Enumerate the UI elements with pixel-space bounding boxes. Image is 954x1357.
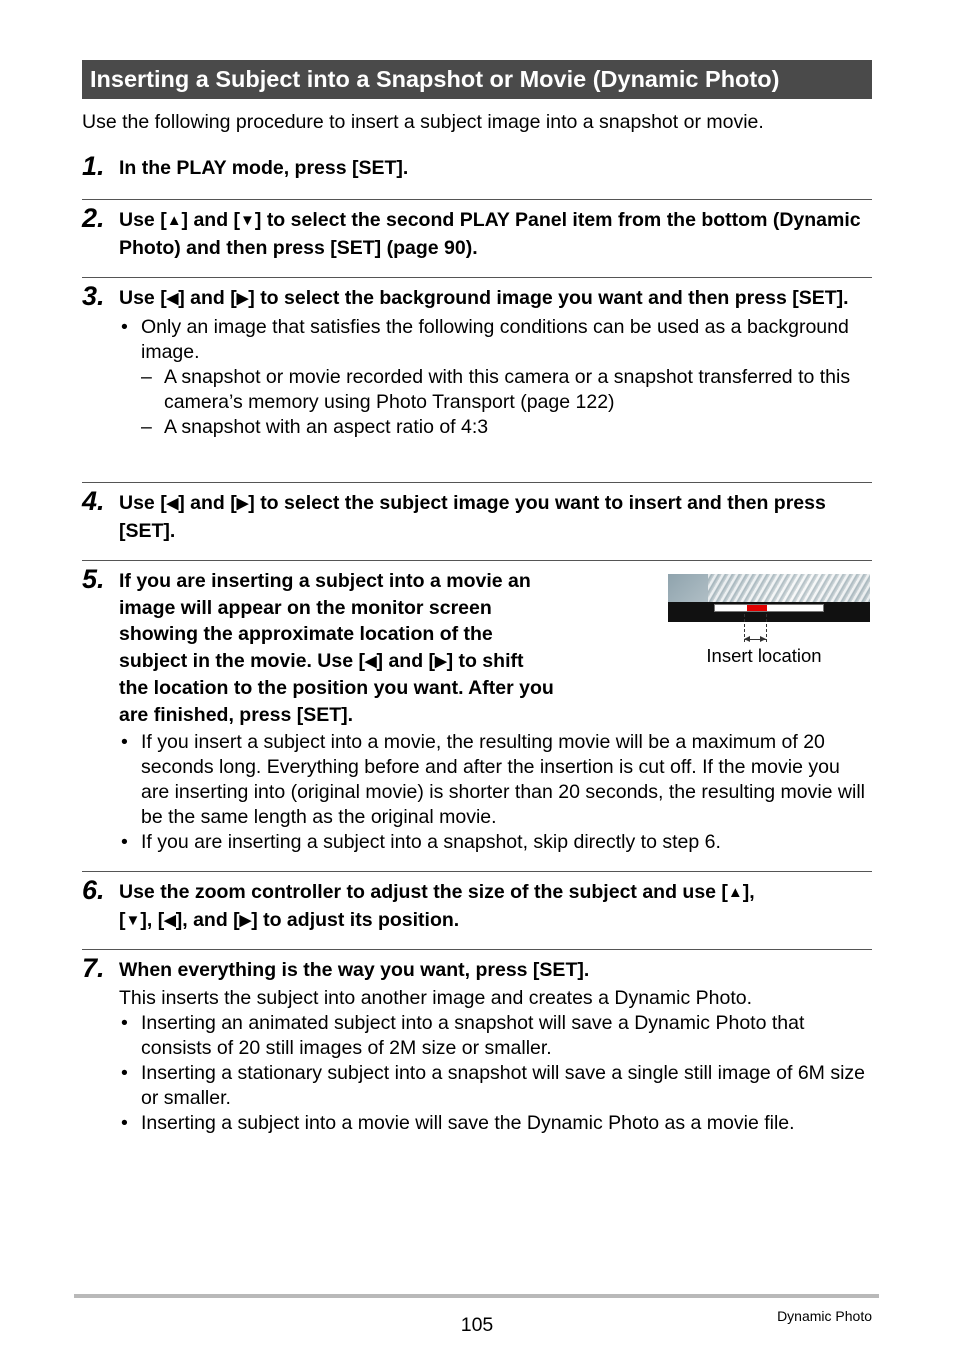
timeline-track — [714, 604, 824, 612]
insert-location-marker — [747, 605, 767, 611]
background-image-texture — [708, 574, 870, 602]
footer-divider — [74, 1294, 879, 1298]
right-arrow-icon: ▶ — [239, 911, 252, 929]
double-arrow-icon — [744, 639, 766, 640]
step-number: 2. — [82, 203, 105, 233]
bullet-item: • If you insert a subject into a movie, the resulting movie will be a maximum of 20 seconds long. Everything before and after the insertion is cut off. If the movie you are inserting into (original movie) is shorter than 20 seconds, the resulting movie will be the same length as the original movie. — [121, 731, 866, 828]
divider — [82, 560, 872, 561]
step-number: 6. — [82, 875, 105, 905]
figure-caption: Insert location — [706, 645, 822, 666]
step-title: Use [◀] and [▶] to select the background image you want and then press [SET]. — [119, 287, 849, 309]
left-arrow-icon: ◀ — [164, 911, 176, 929]
divider — [82, 949, 872, 950]
divider — [82, 277, 872, 278]
step-number: 7. — [82, 953, 105, 983]
dash-item: – A snapshot or movie recorded with this camera or a snapshot transferred to this camera’s memory using Photo Transport (page 122) — [141, 365, 851, 413]
bullet-item: • Inserting a stationary subject into a snapshot will save a single still image of 6M size or smaller. — [121, 1061, 866, 1109]
bullet-mark: • — [121, 1011, 128, 1034]
step-title: When everything is the way you want, press [SET]. — [119, 959, 590, 981]
step-number: 5. — [82, 564, 105, 594]
step-title: Use [◀] and [▶] to select the subject image you want to insert and then press [SET]. — [119, 492, 826, 542]
page-number: 105 — [460, 1314, 494, 1336]
divider — [82, 871, 872, 872]
bullet-mark: • — [121, 831, 128, 853]
dash-mark: – — [141, 365, 152, 388]
leader-line — [766, 614, 767, 642]
left-arrow-icon: ◀ — [166, 495, 179, 512]
step-title: Use the zoom controller to adjust the size of the subject and use [▲], [▼], [◀], and [▶] to adjust its position. — [119, 881, 755, 931]
step-number: 3. — [82, 281, 105, 311]
divider — [82, 482, 872, 483]
right-arrow-icon: ▶ — [236, 290, 249, 307]
down-arrow-icon: ▼ — [240, 212, 255, 229]
right-arrow-icon: ▶ — [435, 652, 447, 670]
right-arrow-icon: ▶ — [236, 495, 249, 512]
bullet-item: • Inserting a subject into a movie will save the Dynamic Photo as a movie file. — [121, 1111, 795, 1134]
step-title: In the PLAY mode, press [SET]. — [119, 157, 409, 179]
bullet-mark: • — [121, 1111, 128, 1134]
bullet-mark: • — [121, 1061, 128, 1084]
bullet-mark: • — [121, 731, 128, 753]
step-6 — [82, 875, 872, 934]
step-body: This inserts the subject into another image and creates a Dynamic Photo. — [119, 986, 752, 1009]
dash-mark: – — [141, 415, 152, 438]
bullet-item: • Inserting an animated subject into a snapshot will save a Dynamic Photo that consists of 20 still images of 2M size or smaller. — [121, 1011, 805, 1059]
insert-location-figure — [668, 574, 870, 674]
intro-text: Use the following procedure to insert a subject image into a snapshot or movie. — [82, 111, 764, 133]
up-arrow-icon: ▲ — [166, 212, 182, 229]
step-4 — [82, 486, 872, 544]
divider — [82, 199, 872, 200]
bullet-mark: • — [121, 315, 128, 338]
step-title: Use [▲] and [▼] to select the second PLAY Panel item from the bottom (Dynamic Photo) and then press [SET] (page 90). — [119, 209, 861, 259]
step-number: 4. — [82, 486, 105, 516]
step-title: If you are inserting a subject into a movie an image will appear on the monitor screen showing the approximate location of the subject in the movie. Use [◀] and [▶] to shift the location to the position you want. After you are finished, press [SET]. — [119, 570, 554, 726]
up-arrow-icon: ▲ — [727, 884, 743, 901]
step-3 — [82, 281, 872, 440]
step-number: 1. — [82, 151, 105, 181]
step-2 — [82, 203, 872, 261]
section-title: Inserting a Subject into a Snapshot or Movie (Dynamic Photo) — [82, 60, 872, 99]
bullet-item: • If you are inserting a subject into a snapshot, skip directly to step 6. — [121, 831, 721, 853]
step-1 — [82, 151, 872, 182]
footer-section-label: Dynamic Photo — [777, 1308, 872, 1324]
left-arrow-icon: ◀ — [166, 290, 179, 307]
dash-item: – A snapshot with an aspect ratio of 4:3 — [141, 415, 489, 438]
left-arrow-icon: ◀ — [364, 652, 377, 670]
step-7 — [82, 953, 872, 1136]
bullet-item: • Only an image that satisfies the following conditions can be used as a background image. — [121, 315, 849, 363]
down-arrow-icon: ▼ — [125, 911, 141, 929]
